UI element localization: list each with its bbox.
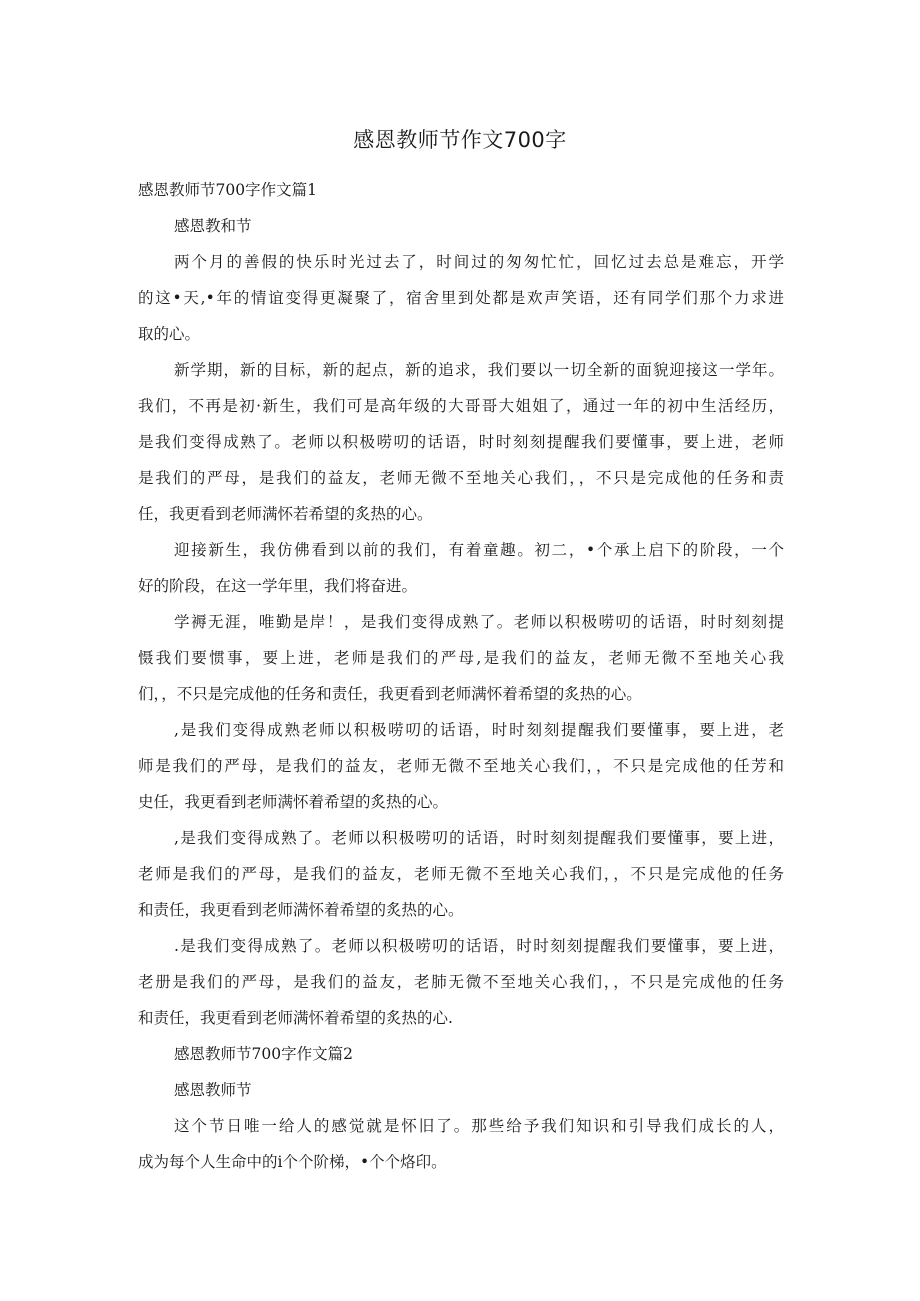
paragraph-line: 新学期，新的目标，新的起点，新的追求，我们要以一切全新的面貌迎接这一学年。 xyxy=(174,361,784,379)
paragraph xyxy=(138,712,784,820)
paragraph-line: 学褥无涯，唯勤是岸！，是我们变得成熟了。老师以积极唠叨的话语，时时刻刻提 xyxy=(174,613,784,631)
paragraph xyxy=(138,244,784,352)
paragraph xyxy=(138,532,784,604)
paragraph-line: 我们，不再是初·新生，我们可是高年级的大哥哥大姐姐了，通过一年的初中生活经历， xyxy=(138,397,784,415)
paragraph-line: 师是我们的严母，是我们的益友，老师无微不至地关心我们，，不只是完成他的任芳和 xyxy=(138,757,784,775)
paragraph-line: 老册是我们的严母，是我们的益友，老肺无微不至地关心我们，，不只是完成他的任务 xyxy=(138,973,784,991)
document-title: 感恩教师节作文700字 xyxy=(353,128,567,152)
paragraph-line: 和责任，我更看到老师满怀着希望的炙热的心。 xyxy=(138,901,464,919)
paragraph-line: 这个节日唯一给人的感觉就是怀旧了。那些给予我们知识和引导我们成长的人， xyxy=(174,1117,784,1135)
section1-subtitle: 感恩教和节 xyxy=(174,217,252,235)
paragraph-line: 慑我们要惯事，要上进，老师是我们的严母,是我们的益友，老师无微不至地关心我 xyxy=(138,649,784,667)
section2-subtitle: 感恩教师节 xyxy=(174,1081,252,1099)
paragraph-line: ,是我们变得成熟了。老师以积极唠叨的话语，时时刻刻提醒我们要懂事，要上进， xyxy=(174,829,784,847)
paragraph-line: 成为每个人生命中的i个个阶梯，•个个烙印。 xyxy=(138,1153,447,1171)
paragraph-line: 老师是我们的严母，是我们的益友，老师无微不至地关心我们，，不只是完成他的任务 xyxy=(138,865,784,883)
section2-heading: 感恩教师节700字作文篇2 xyxy=(174,1045,353,1063)
paragraph-line: ,是我们变得成熟老师以积极唠叨的话语，时时刻刻提醒我们要懂事，要上进，老 xyxy=(174,721,784,739)
paragraph-line: 们，，不只是完成他的任务和责任，我更看到老师满怀着希望的炙热的心。 xyxy=(138,685,642,703)
paragraph-line: 迎接新生，我仿佛看到以前的我们，有着童趣。初二，•个承上启下的阶段，一个 xyxy=(174,541,784,559)
paragraph xyxy=(138,820,784,928)
paragraph-line: 两个月的善假的快乐时光过去了，时间过的匆匆忙忙，回忆过去总是难忘，开学 xyxy=(174,253,784,271)
paragraph xyxy=(138,352,784,532)
section1-heading: 感恩教师节700字作文篇1 xyxy=(138,181,317,199)
paragraph-line: 任，我更看到老师满怀若希望的炙热的心。 xyxy=(138,505,433,523)
paragraph-line: 史任，我更看到老师满怀着希望的炙热的心。 xyxy=(138,793,449,811)
paragraph-line: 的这•天,•年的情谊变得更凝聚了，宿舍里到处都是欢声笑语，还有同学们那个力求进 xyxy=(138,289,784,307)
paragraph xyxy=(138,928,784,1036)
paragraph xyxy=(138,604,784,712)
paragraph-line: 好的阶段，在这一学年里，我们将奋进。 xyxy=(138,577,418,595)
paragraph-line: 是我们的严母，是我们的益友，老师无微不至地关心我们，，不只是完成他的任务和责 xyxy=(138,469,784,487)
paragraph-line: .是我们变得成熟了。老师以积极唠叨的话语，时时刻刻提醒我们要懂事，要上进， xyxy=(174,937,784,955)
paragraph xyxy=(138,1108,784,1180)
paragraph-line: 和责任，我更看到老师满怀着希望的炙热的心. xyxy=(138,1009,453,1027)
paragraph-line: 是我们变得成熟了。老师以积极唠叨的话语，时时刻刻提醒我们要懂事，要上进，老师 xyxy=(138,433,784,451)
paragraph-line: 取的心。 xyxy=(138,325,201,343)
